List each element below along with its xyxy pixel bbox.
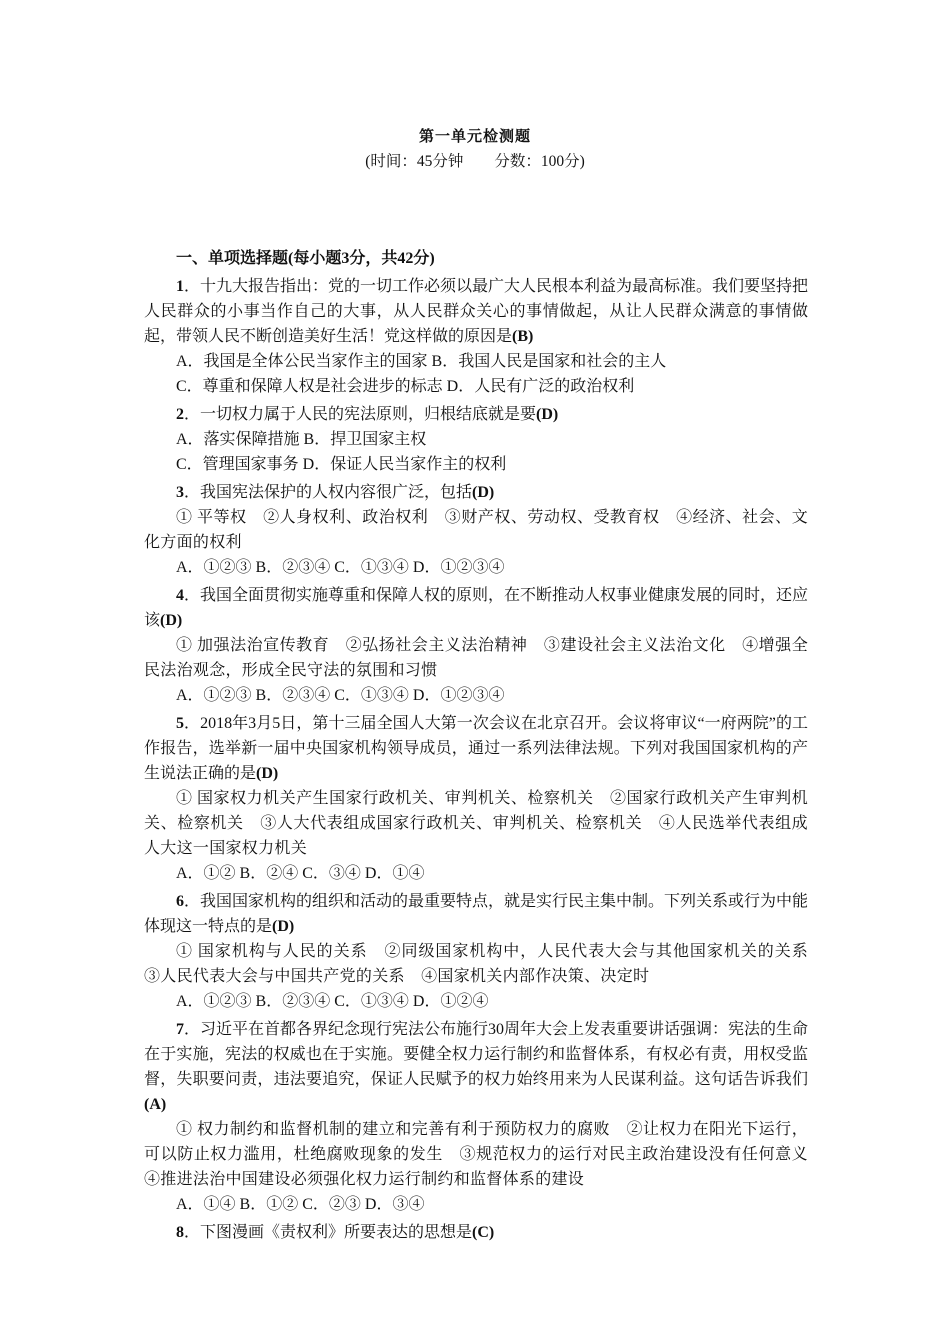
question-3 <box>144 480 808 580</box>
question-text: ．我国全面贯彻实施尊重和保障人权的原则，在不断推动人权事业健康发展的同时，还应该 <box>144 587 809 629</box>
option-line: A．①② B．②④ C．③④ D．①④ <box>176 865 425 882</box>
question-text: ．一切权力属于人民的宪法原则，归根结底就是要 <box>184 406 537 423</box>
question-8 <box>144 1220 808 1245</box>
question-7 <box>144 1017 825 1217</box>
document-header <box>0 126 950 174</box>
question-answer: (A) <box>144 1096 167 1113</box>
question-stem <box>144 480 808 505</box>
question-4 <box>144 583 808 708</box>
question-stem <box>144 711 808 786</box>
question-number: 5 <box>176 715 184 732</box>
question-stem <box>144 889 808 939</box>
exam-info: (时间：45分钟 分数：100分) <box>365 153 585 170</box>
question-text: ．2018年3月5日，第十三届全国人大第一次会议在北京召开。会议将审议“一府两院”的工作报告，选举新一届中央国家机构领导成员，通过一系列法律法规。下列对我国国家机构的产生说法正确的是 <box>144 715 808 782</box>
statement-list: ① 加强法治宣传教育 ②弘扬社会主义法治精神 ③建设社会主义法治文化 ④增强全民法治观念，形成全民守法的氛围和习惯 <box>144 637 808 679</box>
question-answer: (C) <box>472 1224 495 1241</box>
question-number: 7 <box>176 1021 184 1038</box>
statement-list: ① 国家权力机关产生国家行政机关、审判机关、检察机关 ②国家行政机关产生审判机关、检察机关 ③人大代表组成国家行政机关、审判机关、检察机关 ④人民选举代表组成人大这一国家权力机关 <box>144 790 808 857</box>
question-number: 1 <box>176 278 184 295</box>
question-2 <box>144 402 808 477</box>
question-stem <box>144 1017 808 1117</box>
option-line: A．①②③ B．②③④ C．①③④ D．①②④ <box>176 993 489 1010</box>
question-answer: (D) <box>272 918 295 935</box>
question-text: ．习近平在首都各界纪念现行宪法公布施行30周年大会上发表重要讲话强调：宪法的生命在于实施，宪法的权威也在于实施。要健全权力运行制约和监督体系，有权必有责，用权受监督，失职要问责，违法要追究，保证人民赋予的权力始终用来为人民谋利益。这句话告诉我们 <box>144 1021 809 1088</box>
option-line: A．我国是全体公民当家作主的国家 B．我国人民是国家和社会的主人 <box>176 353 667 370</box>
question-answer: (D) <box>536 406 559 423</box>
option-line: A．①②③ B．②③④ C．①③④ D．①②③④ <box>176 687 505 704</box>
question-stem <box>144 274 808 349</box>
question-answer: (D) <box>256 765 279 782</box>
question-text: ．我国宪法保护的人权内容很广泛，包括 <box>184 484 473 501</box>
statement-list: ① 国家机构与人民的关系 ②同级国家机构中，人民代表大会与其他国家机关的关系 ③人民代表大会与中国共产党的关系 ④国家机关内部作决策、决定时 <box>144 943 825 985</box>
question-answer: (D) <box>472 484 495 501</box>
question-stem <box>144 583 808 633</box>
question-answer: (B) <box>512 328 534 345</box>
question-1 <box>144 274 808 399</box>
option-line: A．①②③ B．②③④ C．①③④ D．①②③④ <box>176 559 505 576</box>
question-number: 2 <box>176 406 184 423</box>
option-line: C．尊重和保障人权是社会进步的标志 D．人民有广泛的政治权利 <box>176 378 635 395</box>
question-answer: (D) <box>160 612 183 629</box>
statement-list: ① 平等权 ②人身权利、政治权利 ③财产权、劳动权、受教育权 ④经济、社会、文化方面的权利 <box>144 509 808 551</box>
question-stem <box>144 402 808 427</box>
question-text: ．十九大报告指出：党的一切工作必须以最广大人民根本利益为最高标准。我们要坚持把人民群众的小事当作自己的大事，从人民群众关心的事情做起，从让人民群众满意的事情做起，带领人民不断创造美好生活！党这样做的原因是 <box>144 278 809 345</box>
question-6 <box>144 889 825 1014</box>
question-text: ．我国国家机构的组织和活动的最重要特点，就是实行民主集中制。下列关系或行为中能体现这一特点的是 <box>144 893 809 935</box>
question-text: ．下图漫画《责权利》所要表达的思想是 <box>184 1224 473 1241</box>
option-line: C．管理国家事务 D．保证人民当家作主的权利 <box>176 456 507 473</box>
question-5 <box>144 711 808 886</box>
question-number: 6 <box>176 893 184 910</box>
page-title: 第一单元检测题 <box>418 129 531 145</box>
statement-list: ① 权力制约和监督机制的建立和完善有利于预防权力的腐败 ②让权力在阳光下运行，可以防止权力滥用，杜绝腐败现象的发生 ③规范权力的运行对民主政治建设没有任何意义 ④推进法治中国建设必须强化权力运行制约和监督体系的建设 <box>144 1121 825 1188</box>
question-stem <box>144 1220 808 1245</box>
question-number: 3 <box>176 484 184 501</box>
option-line: A．①④ B．①② C．②③ D．③④ <box>176 1196 425 1213</box>
document-body <box>144 246 825 1245</box>
option-line: A．落实保障措施 B．捍卫国家主权 <box>176 431 427 448</box>
section-title: 一、单项选择题(每小题3分，共42分) <box>176 250 435 267</box>
question-number: 4 <box>176 587 184 604</box>
question-number: 8 <box>176 1224 184 1241</box>
